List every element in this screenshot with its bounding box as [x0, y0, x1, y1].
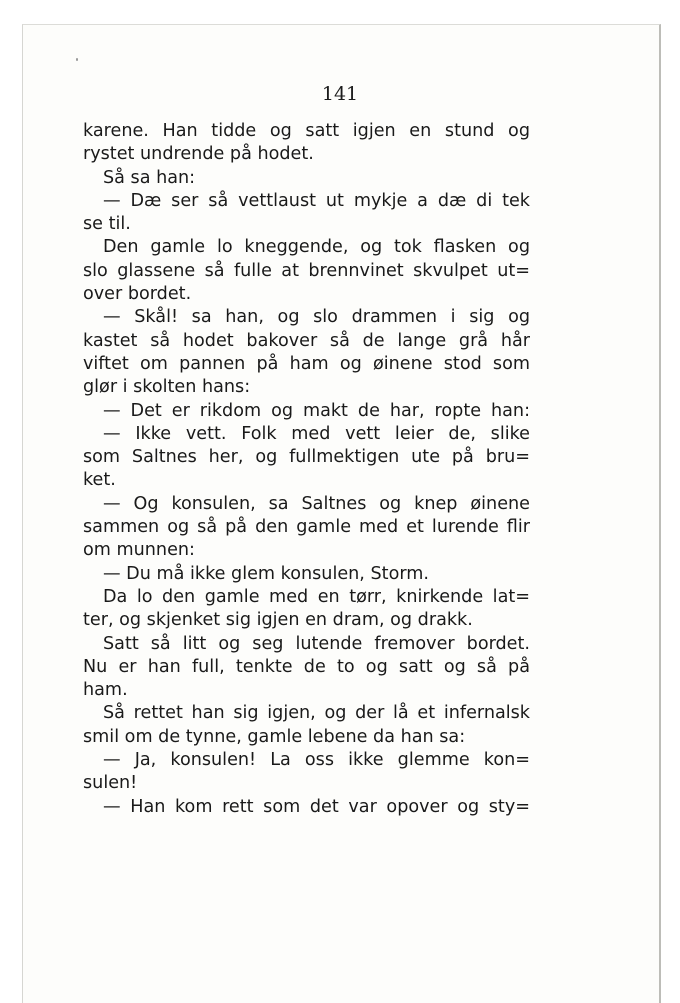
text-line: sammen og så på den gamle med et lurende flir — [83, 517, 530, 538]
text-line: smil om de tynne, gamle lebene da han sa: — [83, 726, 466, 747]
text-line: Så rettet han sig igjen, og der lå et infernalsk — [103, 703, 530, 724]
text-line: viftet om pannen på ham og øinene stod som — [83, 353, 530, 374]
text-line: glør i skolten hans: — [83, 377, 251, 398]
text-line: — Skål! sa han, og slo drammen i sig og — [103, 307, 530, 328]
text-line: slo glassene så fulle at brennvinet skvulpet ut= — [83, 260, 530, 281]
text-line: ham. — [83, 680, 128, 701]
text-line: Den gamle lo kneggende, og tok flasken og — [103, 237, 530, 258]
text-line: — Ikke vett. Folk med vett leier de, slike — [103, 423, 530, 444]
text-line: som Saltnes her, og fullmektigen ute på bru= — [83, 447, 530, 468]
text-line: — Ja, konsulen! La oss ikke glemme kon= — [103, 750, 530, 771]
text-line: Da lo den gamle med en tørr, knirkende lat= — [103, 586, 530, 607]
text-line: ket. — [83, 470, 116, 491]
text-line: rystet undrende på hodet. — [83, 144, 314, 165]
text-line: Nu er han full, tenkte de to og satt og så på — [83, 656, 530, 677]
page-body-text — [83, 120, 530, 819]
scan-speck — [76, 58, 78, 61]
text-line: — Og konsulen, sa Saltnes og knep øinene — [103, 493, 530, 514]
text-line: — Det er rikdom og makt de har, ropte han: — [103, 400, 530, 421]
text-line: over bordet. — [83, 284, 192, 305]
text-line: — Du må ikke glem konsulen, Storm. — [103, 563, 429, 584]
text-line: sulen! — [83, 773, 138, 794]
text-line: — Dæ ser så vettlaust ut mykje a dæ di tek — [103, 190, 530, 211]
text-line: karene. Han tidde og satt igjen en stund og — [83, 121, 530, 141]
text-line: se til. — [83, 214, 131, 235]
text-line: ter, og skjenket sig igjen en dram, og drakk. — [83, 610, 473, 631]
text-line: Satt så litt og seg lutende fremover bordet. — [103, 633, 530, 654]
text-line: kastet så hodet bakover så de lange grå hår — [83, 330, 530, 351]
text-line: Så sa han: — [103, 167, 196, 188]
page-number: 141 — [321, 83, 359, 105]
text-line: — Han kom rett som det var opover og sty= — [103, 796, 530, 817]
text-line: om munnen: — [83, 540, 195, 561]
